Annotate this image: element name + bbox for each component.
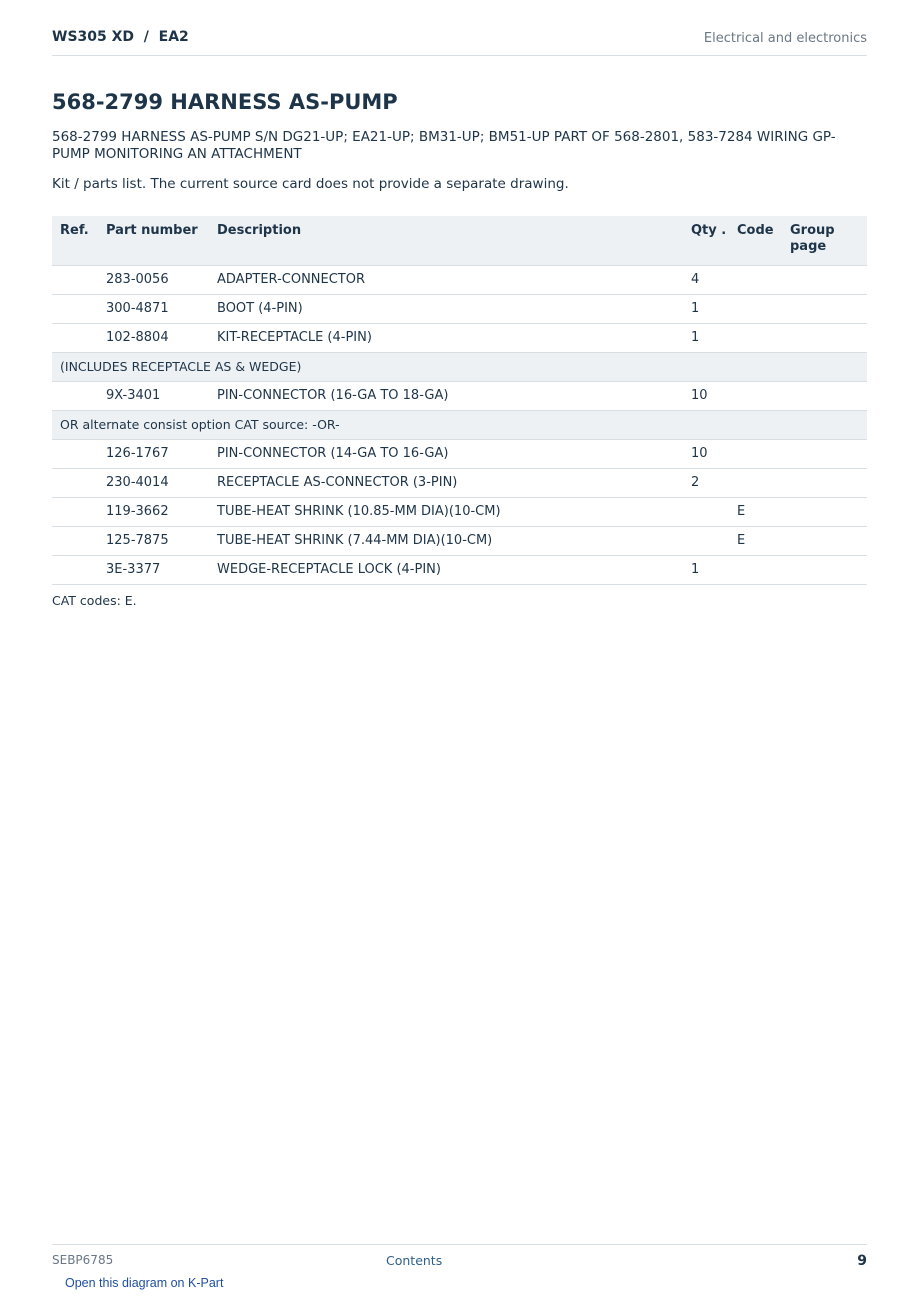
col-part-number: Part number — [98, 216, 209, 265]
document-code: SEBP6785 — [52, 1253, 114, 1267]
cell-group — [782, 265, 867, 294]
cell-group — [782, 294, 867, 323]
table-row — [52, 439, 867, 468]
cat-codes-note: CAT codes: E. — [52, 593, 137, 608]
parts-table — [52, 216, 867, 585]
table-row — [52, 381, 867, 410]
row-note: OR alternate consist option CAT source: -OR- — [52, 410, 867, 439]
cell-group — [782, 468, 867, 497]
cell-qty: 1 — [683, 323, 729, 352]
cell-group — [782, 381, 867, 410]
cell-part: 283-0056 — [98, 265, 209, 294]
cell-part: 3E-3377 — [98, 555, 209, 584]
cell-part: 119-3662 — [98, 497, 209, 526]
cell-group — [782, 526, 867, 555]
cell-qty: 2 — [683, 468, 729, 497]
table-row — [52, 526, 867, 555]
cell-desc: WEDGE-RECEPTACLE LOCK (4-PIN) — [209, 555, 683, 584]
cell-qty: 10 — [683, 439, 729, 468]
cell-qty: 1 — [683, 555, 729, 584]
cell-ref — [52, 439, 98, 468]
table-note-row — [52, 410, 867, 439]
cell-code — [729, 381, 782, 410]
cell-ref — [52, 265, 98, 294]
cell-desc: PIN-CONNECTOR (16-GA TO 18-GA) — [209, 381, 683, 410]
cell-part: 125-7875 — [98, 526, 209, 555]
section-label: Electrical and electronics — [703, 31, 867, 46]
col-description: Description — [209, 216, 683, 265]
cell-desc: BOOT (4-PIN) — [209, 294, 683, 323]
cell-desc: TUBE-HEAT SHRINK (7.44-MM DIA)(10-CM) — [209, 526, 683, 555]
table-row — [52, 497, 867, 526]
page-footer — [52, 1244, 867, 1269]
cell-ref — [52, 381, 98, 410]
row-note: (INCLUDES RECEPTACLE AS & WEDGE) — [52, 352, 867, 381]
cell-code: E — [729, 497, 782, 526]
col-group-page: Group page — [782, 216, 867, 265]
cell-ref — [52, 468, 98, 497]
table-note-row — [52, 352, 867, 381]
page-number: 9 — [857, 1253, 867, 1269]
part-description: 568-2799 HARNESS AS-PUMP S/N DG21-UP; EA21-UP; BM31-UP; BM51-UP PART OF 568-2801, 583-7284 WIRING GP-PUMP MONITORING AN ATTACHMENT — [52, 129, 836, 162]
table-row — [52, 265, 867, 294]
table-header-row — [52, 216, 867, 265]
cell-ref — [52, 526, 98, 555]
col-code: Code — [729, 216, 782, 265]
cell-code — [729, 555, 782, 584]
cell-code — [729, 439, 782, 468]
cell-code — [729, 294, 782, 323]
cell-desc: RECEPTACLE AS-CONNECTOR (3-PIN) — [209, 468, 683, 497]
open-diagram-link[interactable]: Open this diagram on K-Part — [65, 1276, 224, 1290]
col-qty: Qty . — [683, 216, 729, 265]
cell-qty — [683, 497, 729, 526]
cell-part: 102-8804 — [98, 323, 209, 352]
cell-group — [782, 323, 867, 352]
cell-ref — [52, 294, 98, 323]
cell-group — [782, 497, 867, 526]
cell-desc: ADAPTER-CONNECTOR — [209, 265, 683, 294]
cell-desc: KIT-RECEPTACLE (4-PIN) — [209, 323, 683, 352]
cell-code: E — [729, 526, 782, 555]
table-row — [52, 468, 867, 497]
breadcrumb: WS305 XD / EA2 — [52, 29, 189, 45]
table-row — [52, 323, 867, 352]
cell-ref — [52, 555, 98, 584]
cell-part: 300-4871 — [98, 294, 209, 323]
cell-part: 230-4014 — [98, 468, 209, 497]
drawing-note: Kit / parts list. The current source card does not provide a separate drawing. — [52, 176, 569, 192]
cell-qty: 10 — [683, 381, 729, 410]
cell-code — [729, 468, 782, 497]
cell-group — [782, 555, 867, 584]
cell-qty: 4 — [683, 265, 729, 294]
cell-code — [729, 323, 782, 352]
cell-qty: 1 — [683, 294, 729, 323]
cell-desc: PIN-CONNECTOR (14-GA TO 16-GA) — [209, 439, 683, 468]
cell-part: 126-1767 — [98, 439, 209, 468]
col-ref: Ref. — [52, 216, 98, 265]
page-header — [52, 28, 867, 56]
contents-link[interactable]: Contents — [386, 1253, 443, 1268]
cell-ref — [52, 497, 98, 526]
cell-desc: TUBE-HEAT SHRINK (10.85-MM DIA)(10-CM) — [209, 497, 683, 526]
page-title: 568-2799 HARNESS AS-PUMP — [52, 90, 398, 114]
cell-qty — [683, 526, 729, 555]
table-row — [52, 294, 867, 323]
cell-code — [729, 265, 782, 294]
cell-part: 9X-3401 — [98, 381, 209, 410]
cell-group — [782, 439, 867, 468]
cell-ref — [52, 323, 98, 352]
table-row — [52, 555, 867, 584]
